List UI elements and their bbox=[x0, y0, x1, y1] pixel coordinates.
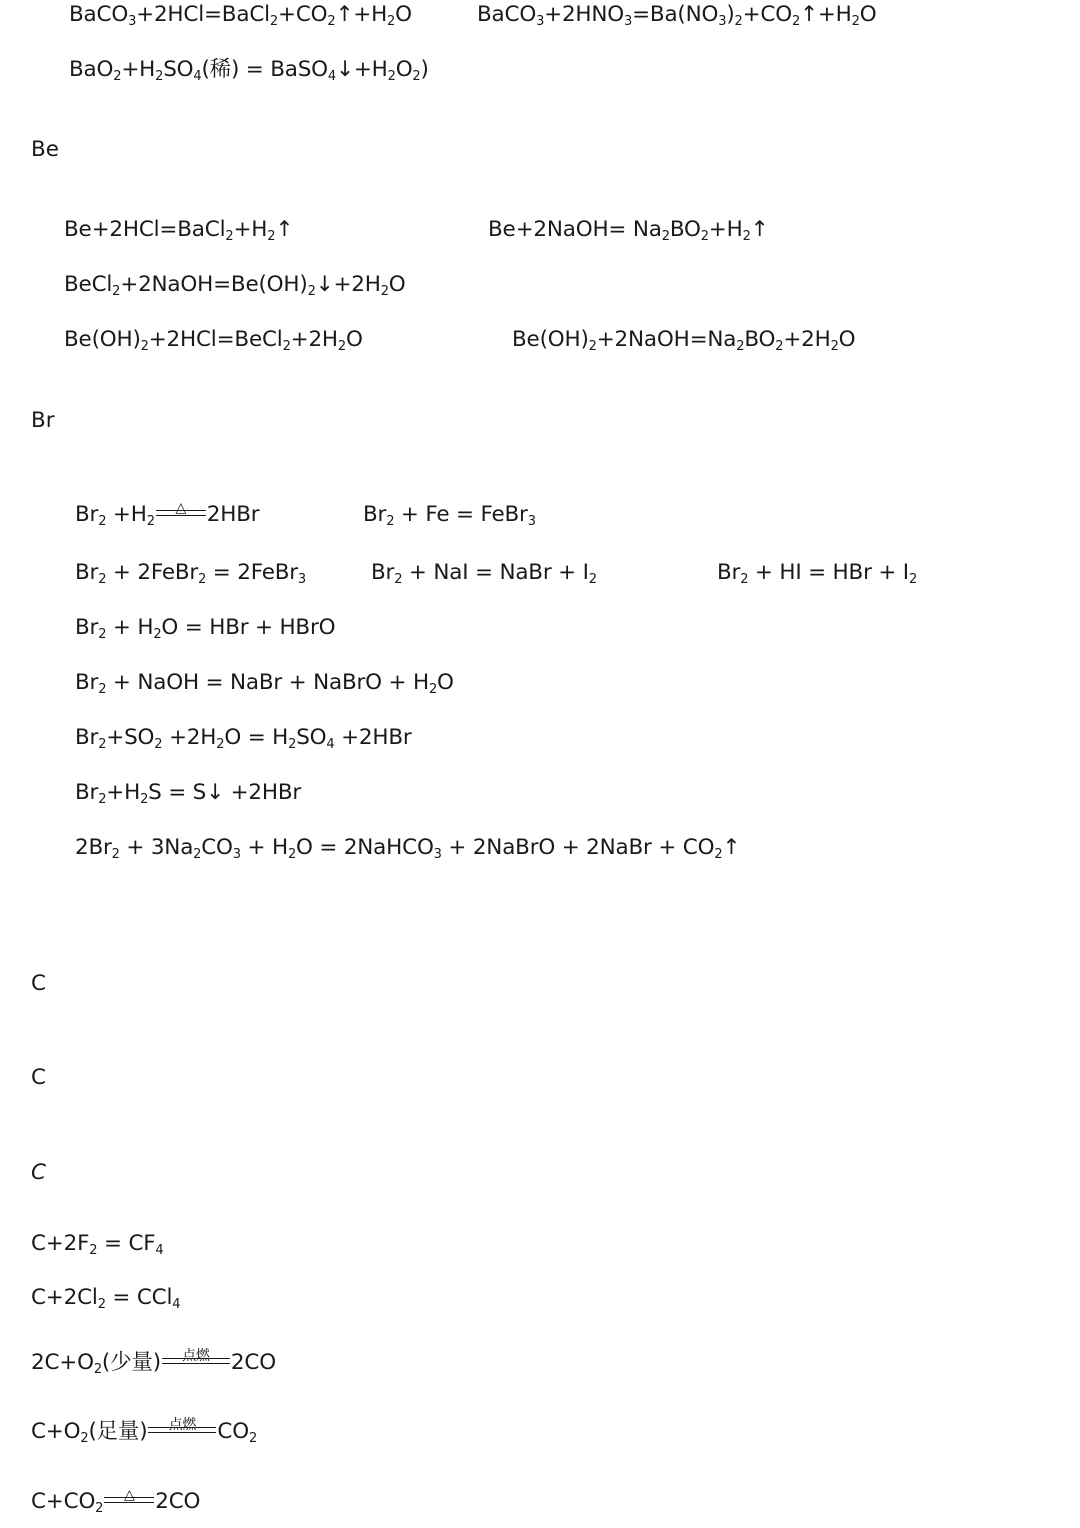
equation-br2-fe: $Br_2 + Fe$ = FeBr$_3$ bbox=[363, 502, 536, 529]
equation-bao2-h2so4: $BaO_2+H_2SO_4$(稀) = $BaSO_4↓+H_2O_2$) bbox=[69, 57, 429, 84]
heading-br: Br bbox=[31, 408, 55, 433]
equation-br2-h2o: $Br_2 + H_2O$ = HBr + HBrO bbox=[75, 615, 336, 642]
equation-be-naoh: Be+2NaOH= $Na_2BO_2+H_2↑$ bbox=[488, 217, 769, 244]
equation-br2-so2: $Br_2+SO_2 +2H_2O = H_2SO_4 +2HBr$ bbox=[75, 725, 412, 752]
heading-c-1: C bbox=[31, 971, 47, 996]
equation-be-hcl: $Be+2HCl=BaCl_2+H_2↑$ bbox=[64, 217, 294, 244]
equation-c-o2-excess: $C+O_2$(足量) 点燃 $CO_2$ bbox=[31, 1417, 258, 1446]
equation-beoh2-naoh: $Be(OH)_2+2NaOH=Na_2BO_2+2H_2O$ bbox=[512, 327, 856, 354]
equation-br2-h2: $Br_2 +H_2$ △ 2HBr bbox=[75, 500, 260, 529]
equation-br2-febr2: $Br_2$ + 2FeBr$_2$ = 2FeBr$_3$ bbox=[75, 560, 306, 587]
condition-ignite-arrow: 点燃 bbox=[162, 1348, 230, 1378]
equation-c-o2-limited: $2C+O_2$(少量) 点燃 2CO bbox=[31, 1348, 276, 1377]
equation-br2-naoh: $Br_2$ + NaOH = NaBr + NaBrO + $H_2O$ bbox=[75, 670, 454, 697]
heading-c-2: C bbox=[31, 1065, 47, 1090]
equation-br2-na2co3: $2Br_2 + 3Na_2CO_3 + H_2O$ = 2NaHCO$_3$ + 2NaBrO + 2NaBr + $CO_2↑$ bbox=[75, 835, 741, 862]
equation-baco3-hcl: $BaCO_3+2HCl=BaCl_2+CO_2↑+H_2O$ bbox=[69, 2, 412, 29]
equation-c-co2: $C+CO_2$ △ 2CO bbox=[31, 1487, 201, 1516]
equation-c-f2: $C+2F_2 = CF_4$ bbox=[31, 1231, 164, 1258]
equation-baco3-hno3: $BaCO_3+2HNO_3=Ba(NO_3)_2+CO_2↑+H_2O$ bbox=[477, 2, 877, 29]
equation-br2-nai: $Br_2$ + NaI = NaBr + $I_2$ bbox=[371, 560, 597, 587]
equation-becl2-naoh: $BeCl_2+2NaOH=Be(OH)_2↓+2H_2O$ bbox=[64, 272, 406, 299]
heading-be: Be bbox=[31, 137, 59, 162]
equation-br2-hi: $Br_2$ + HI = HBr + $I_2$ bbox=[717, 560, 918, 587]
condition-heat-arrow: △ bbox=[156, 500, 206, 530]
equation-c-cl2: $C+2Cl_2 = CCl_4$ bbox=[31, 1285, 181, 1312]
equation-beoh2-hcl: $Be(OH)_2+2HCl=BeCl_2+2H_2O$ bbox=[64, 327, 363, 354]
condition-ignite-arrow: 点燃 bbox=[148, 1417, 216, 1447]
equation-br2-h2s: $Br_2+H_2S$ = S↓ +2HBr bbox=[75, 780, 302, 807]
heading-c-3: C bbox=[31, 1160, 47, 1185]
condition-heat-arrow: △ bbox=[104, 1487, 154, 1517]
